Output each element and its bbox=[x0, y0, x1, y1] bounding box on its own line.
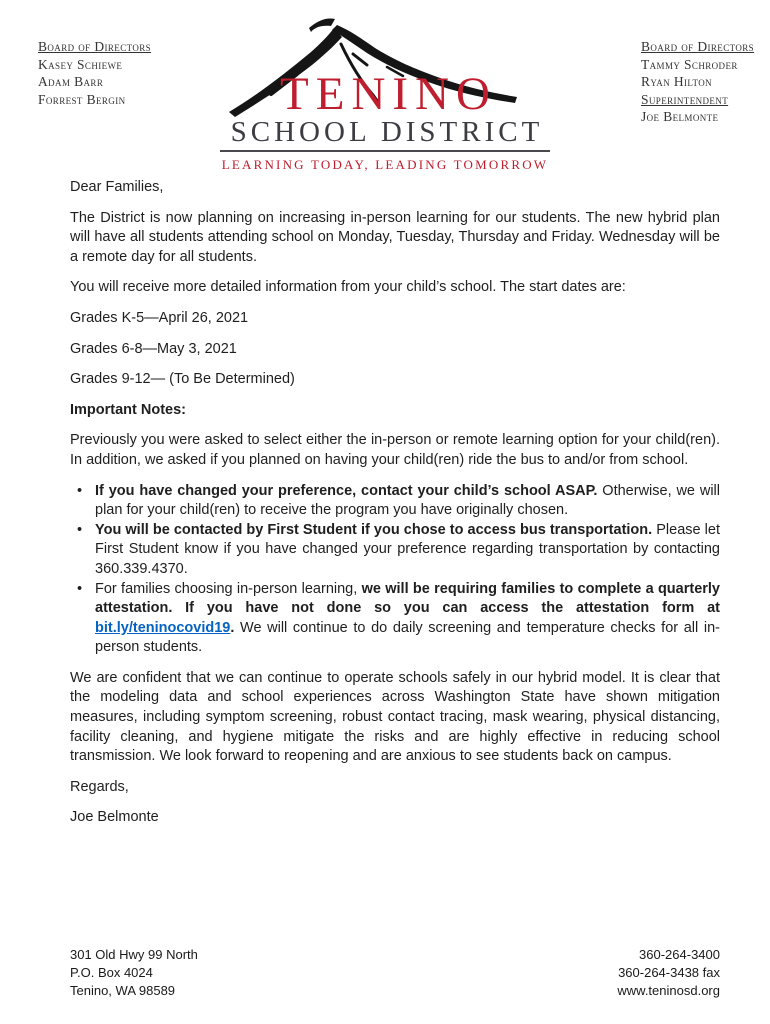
fax-number: 360-264-3438 fax bbox=[618, 965, 720, 980]
board-left-title: Board of Directors bbox=[38, 39, 152, 54]
paragraph-closing: We are confident that we can continue to operate schools safely in our hybrid model. It is clear that the modeling data and school experiences across Washington State have shown mitigation measures, including symptom screening, robust contact tracing, mask wearing, physical distancing, facility cleaning, and hygiene mitigate the risks and are highly effective in reducing school transmission. We look forward to reopening and are anxious to see students back on campus. bbox=[70, 669, 720, 765]
board-right-title: Board of Directors bbox=[641, 39, 755, 54]
list-item-attestation bbox=[95, 580, 720, 658]
district-address bbox=[70, 946, 198, 1000]
start-date-k5: Grades K-5—April 26, 2021 bbox=[70, 309, 249, 326]
attestation-form-link[interactable]: bit.ly/teninocovid19 bbox=[95, 619, 231, 636]
board-member-name: Forrest Bergin bbox=[38, 91, 126, 107]
logo-tagline: LEARNING TODAY, LEADING TOMORROW bbox=[221, 157, 549, 172]
start-date-68: Grades 6-8—May 3, 2021 bbox=[70, 340, 237, 357]
bullet-text: Otherwise, we will plan for your child(ren) to receive the program you have originally chosen. bbox=[95, 482, 720, 519]
important-notes-list bbox=[70, 482, 720, 658]
address-line: 301 Old Hwy 99 North bbox=[70, 947, 198, 962]
list-item-preference-change bbox=[95, 482, 720, 521]
letterhead bbox=[0, 0, 770, 170]
board-member-name: Tammy Schroder bbox=[641, 56, 738, 72]
important-notes-heading: Important Notes: bbox=[70, 401, 186, 418]
page-footer bbox=[70, 946, 720, 1000]
board-member-name: Ryan Hilton bbox=[641, 74, 713, 89]
letter-body bbox=[0, 170, 770, 828]
paragraph-hybrid-plan: The District is now planning on increasing in-person learning for our students. The new hybrid plan will have all students attending school on Monday, Tuesday, Thursday and Friday. Wednesday will be a remote day for all students. bbox=[70, 209, 720, 265]
regards: Regards, bbox=[70, 778, 129, 795]
bullet-text: For families choosing in-person learning, bbox=[95, 580, 362, 597]
logo-district-subtitle: SCHOOL DISTRICT bbox=[220, 116, 550, 152]
paragraph-preference: Previously you were asked to select either the in-person or remote learning option for your child(ren). In addition, we asked if you planned on having your child(ren) ride the bus to and/or from school. bbox=[70, 432, 720, 468]
paragraph-start-dates-intro: You will receive more detailed information from your child’s school. The start dates are: bbox=[70, 279, 626, 296]
superintendent-name: Joe Belmonte bbox=[641, 109, 719, 124]
bullet-bold-text: we will be requiring families to complete a quarterly attestation. If you have not done so you can access the attestation form at bbox=[95, 580, 720, 617]
board-of-directors-left bbox=[38, 38, 151, 108]
bullet-bold-text: . bbox=[230, 619, 235, 636]
salutation: Dear Families, bbox=[70, 179, 164, 195]
bullet-bold-text: If you have changed your preference, contact your child’s school ASAP. bbox=[95, 482, 598, 499]
list-item-bus-transportation bbox=[95, 521, 720, 580]
district-logo bbox=[220, 0, 550, 173]
bullet-text: Please let First Student know if you have changed your preference regarding transportation by contacting 360.339.4370. bbox=[95, 521, 720, 577]
phone-number: 360-264-3400 bbox=[639, 947, 720, 962]
board-member-name: Adam Barr bbox=[38, 74, 104, 89]
start-date-912: Grades 9-12— (To Be Determined) bbox=[70, 371, 295, 388]
address-line: P.O. Box 4024 bbox=[70, 965, 153, 980]
bullet-bold-text: You will be contacted by First Student if you chose to access bus transportation. bbox=[95, 521, 653, 538]
superintendent-title: Superintendent bbox=[641, 91, 729, 107]
website-url: www.teninosd.org bbox=[617, 983, 720, 998]
logo-district-name: TENINO bbox=[280, 68, 497, 120]
district-contact bbox=[617, 946, 720, 1000]
bullet-text: We will continue to do daily screening and temperature checks for all in-person students. bbox=[95, 619, 720, 656]
signature-name: Joe Belmonte bbox=[70, 809, 159, 826]
board-member-name: Kasey Schiewe bbox=[38, 56, 123, 72]
address-line: Tenino, WA 98589 bbox=[70, 983, 176, 998]
board-of-directors-right bbox=[641, 38, 754, 126]
